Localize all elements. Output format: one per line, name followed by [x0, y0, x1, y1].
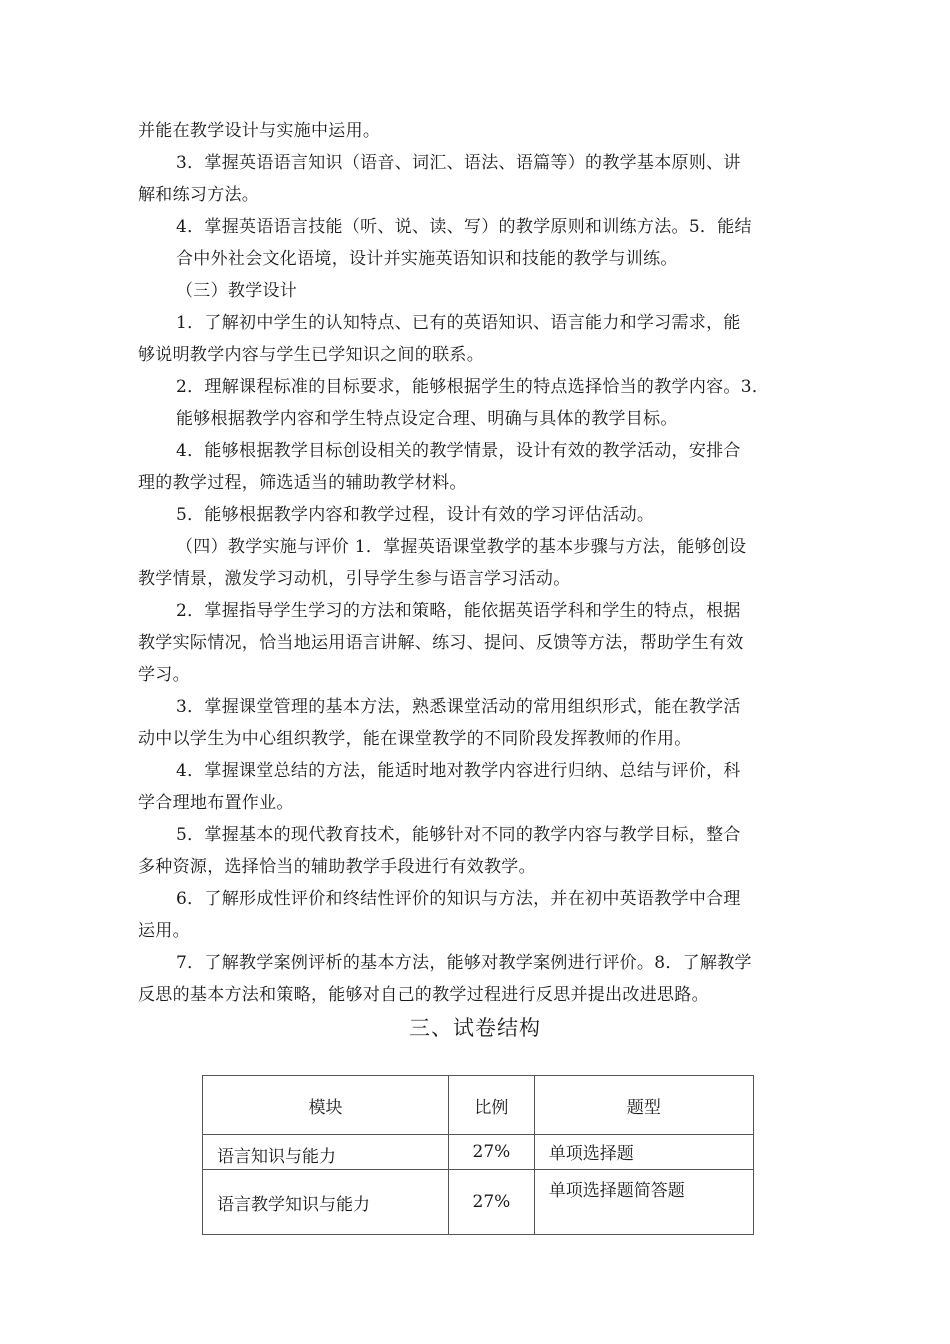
- paragraph-line: 5．掌握基本的现代教育技术，能够针对不同的教学内容与教学目标，整合: [176, 825, 741, 845]
- cell-ratio: 27%: [449, 1170, 535, 1235]
- cell-ratio: 27%: [449, 1135, 535, 1170]
- header-question-type: 题型: [534, 1076, 753, 1135]
- paragraph-line: 多种资源，选择恰当的辅助教学手段进行有效教学。: [138, 857, 536, 877]
- paragraph-line: 3．掌握英语语言知识（语音、词汇、语法、语篇等）的教学基本原则、讲: [176, 153, 741, 173]
- paragraph-line: 解和练习方法。: [138, 185, 260, 205]
- table-header-row: [203, 1076, 754, 1135]
- paragraph-line: 学习。: [138, 665, 190, 685]
- header-module: 模块: [203, 1076, 449, 1135]
- paragraph-line: 4．掌握英语语言技能（听、说、读、写）的教学原则和训练方法。5．能结: [176, 217, 752, 237]
- cell-question-type: 单项选择题: [534, 1135, 753, 1170]
- cell-module: 语言教学知识与能力: [203, 1170, 449, 1235]
- cell-module: 语言知识与能力: [203, 1135, 449, 1170]
- paragraph-line: 2．理解课程标准的目标要求，能够根据学生的特点选择恰当的教学内容。3．: [176, 377, 770, 397]
- table-row: [203, 1170, 754, 1235]
- exam-structure-table: [202, 1075, 754, 1235]
- table-row: [203, 1135, 754, 1170]
- paragraph-line: 动中以学生为中心组织教学，能在课堂教学的不同阶段发挥教师的作用。: [138, 729, 692, 749]
- paragraph-line: 能够根据教学内容和学生特点设定合理、明确与具体的教学目标。: [176, 409, 678, 429]
- paragraph-line: （四）教学实施与评价 1．掌握英语课堂教学的基本步骤与方法，能够创设: [176, 537, 747, 557]
- paragraph-line: 理的教学过程，筛选适当的辅助教学材料。: [138, 473, 467, 493]
- paragraph-line: 3．掌握课堂管理的基本方法，熟悉课堂活动的常用组织形式，能在教学活: [176, 697, 741, 717]
- paragraph-line: 够说明教学内容与学生已学知识之间的联系。: [138, 345, 484, 365]
- paragraph-line: 合中外社会文化语境，设计并实施英语知识和技能的教学与训练。: [176, 249, 678, 269]
- paragraph-line: 教学情景，激发学习动机，引导学生参与语言学习活动。: [138, 569, 571, 589]
- paragraph-line: 反思的基本方法和策略，能够对自己的教学过程进行反思并提出改进思路。: [138, 985, 709, 1005]
- paragraph-line: 2．掌握指导学生学习的方法和策略，能依据英语学科和学生的特点，根据: [176, 601, 741, 621]
- header-ratio: 比例: [449, 1076, 535, 1135]
- paragraph-line: 运用。: [138, 921, 190, 941]
- paragraph-line: 5．能够根据教学内容和教学过程，设计有效的学习评估活动。: [176, 505, 655, 525]
- paragraph-line: 6．了解形成性评价和终结性评价的知识与方法，并在初中英语教学中合理: [176, 889, 741, 909]
- paragraph-line: 并能在教学设计与实施中运用。: [138, 121, 381, 141]
- section-title-exam-structure: 三、试卷结构: [409, 1016, 541, 1040]
- paragraph-line: 7．了解教学案例评析的基本方法，能够对教学案例进行评价。8．了解教学: [176, 953, 752, 973]
- cell-question-type: 单项选择题简答题: [534, 1170, 753, 1235]
- paragraph-line: 学合理地布置作业。: [138, 793, 294, 813]
- paragraph-line: 4．掌握课堂总结的方法，能适时地对教学内容进行归纳、总结与评价，科: [176, 761, 741, 781]
- paragraph-line: 教学实际情况，恰当地运用语言讲解、练习、提问、反馈等方法，帮助学生有效: [138, 633, 744, 653]
- subheading-teaching-design: （三）教学设计: [176, 281, 298, 301]
- paragraph-line: 1．了解初中学生的认知特点、已有的英语知识、语言能力和学习需求，能: [176, 313, 741, 333]
- paragraph-line: 4．能够根据教学目标创设相关的教学情景，设计有效的教学活动，安排合: [176, 441, 741, 461]
